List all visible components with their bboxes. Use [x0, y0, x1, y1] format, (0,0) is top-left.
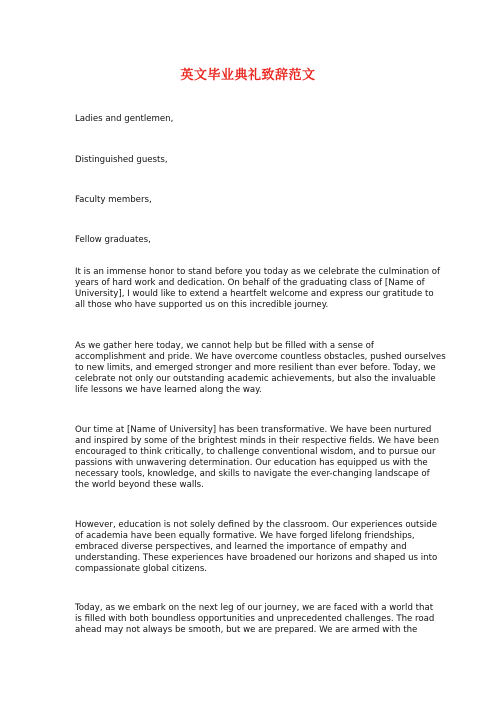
paragraph-line: of academia have been equally formative. We have forged lifelong friendships,: [75, 531, 415, 541]
paragraph-line: passions with unwavering determination. Our education has equipped us with the: [75, 458, 428, 468]
paragraph-line: embraced diverse perspectives, and learned the importance of empathy and: [75, 542, 407, 552]
paragraph-line: As we gather here today, we cannot help but be filled with a sense of: [75, 341, 374, 351]
paragraph-line: encouraged to think critically, to challenge conventional wisdom, and to pursue our: [75, 447, 436, 457]
paragraph-honor: [75, 267, 441, 311]
paragraph-line: Our time at [Name of University] has been transformative. We have been nurtured: [75, 425, 432, 435]
paragraph-line: accomplishment and pride. We have overcome countless obstacles, pushed ourselves: [75, 352, 446, 362]
paragraph-line: understanding. These experiences have broadened our horizons and shaped us into: [75, 553, 438, 563]
salutation-guests: Distinguished guests,: [75, 155, 168, 165]
paragraph-transformative: [75, 425, 440, 491]
paragraph-line: life lessons we have learned along the way.: [75, 385, 262, 395]
salutation-faculty: Faculty members,: [75, 195, 152, 205]
document-title: 英文毕业典礼致辞范文: [180, 68, 316, 83]
paragraph-experiences: [75, 520, 438, 575]
paragraph-line: necessary tools, knowledge, and skills to navigate the ever-changing landscape of: [75, 469, 430, 479]
paragraph-accomplishment: [75, 341, 446, 396]
paragraph-line: is filled with both boundless opportunities and unprecedented challenges. The road: [75, 614, 435, 624]
paragraph-line: compassionate global citizens.: [75, 564, 208, 574]
paragraph-line: all those who have supported us on this incredible journey.: [75, 300, 329, 310]
paragraph-line: Today, as we embark on the next leg of our journey, we are faced with a world that: [75, 603, 434, 613]
paragraph-line: and inspired by some of the brightest minds in their respective fields. We have been: [75, 436, 440, 446]
paragraph-journey: [75, 603, 435, 636]
paragraph-line: ahead may not always be smooth, but we are prepared. We are armed with the: [75, 625, 418, 635]
salutation-ladies: Ladies and gentlemen,: [75, 114, 174, 124]
paragraph-line: the world beyond these walls.: [75, 480, 204, 490]
paragraph-line: However, education is not solely defined by the classroom. Our experiences outside: [75, 520, 438, 530]
paragraph-line: University], I would like to extend a heartfelt welcome and express our gratitude to: [75, 289, 434, 299]
paragraph-line: years of hard work and dedication. On behalf of the graduating class of [Name of: [75, 278, 425, 288]
paragraph-line: to new limits, and emerged stronger and more resilient than ever before. Today, we: [75, 363, 436, 373]
salutation-graduates: Fellow graduates,: [75, 235, 151, 245]
paragraph-line: It is an immense honor to stand before you today as we celebrate the culmination of: [75, 267, 441, 277]
paragraph-line: celebrate not only our outstanding academic achievements, but also the invaluable: [75, 374, 436, 384]
